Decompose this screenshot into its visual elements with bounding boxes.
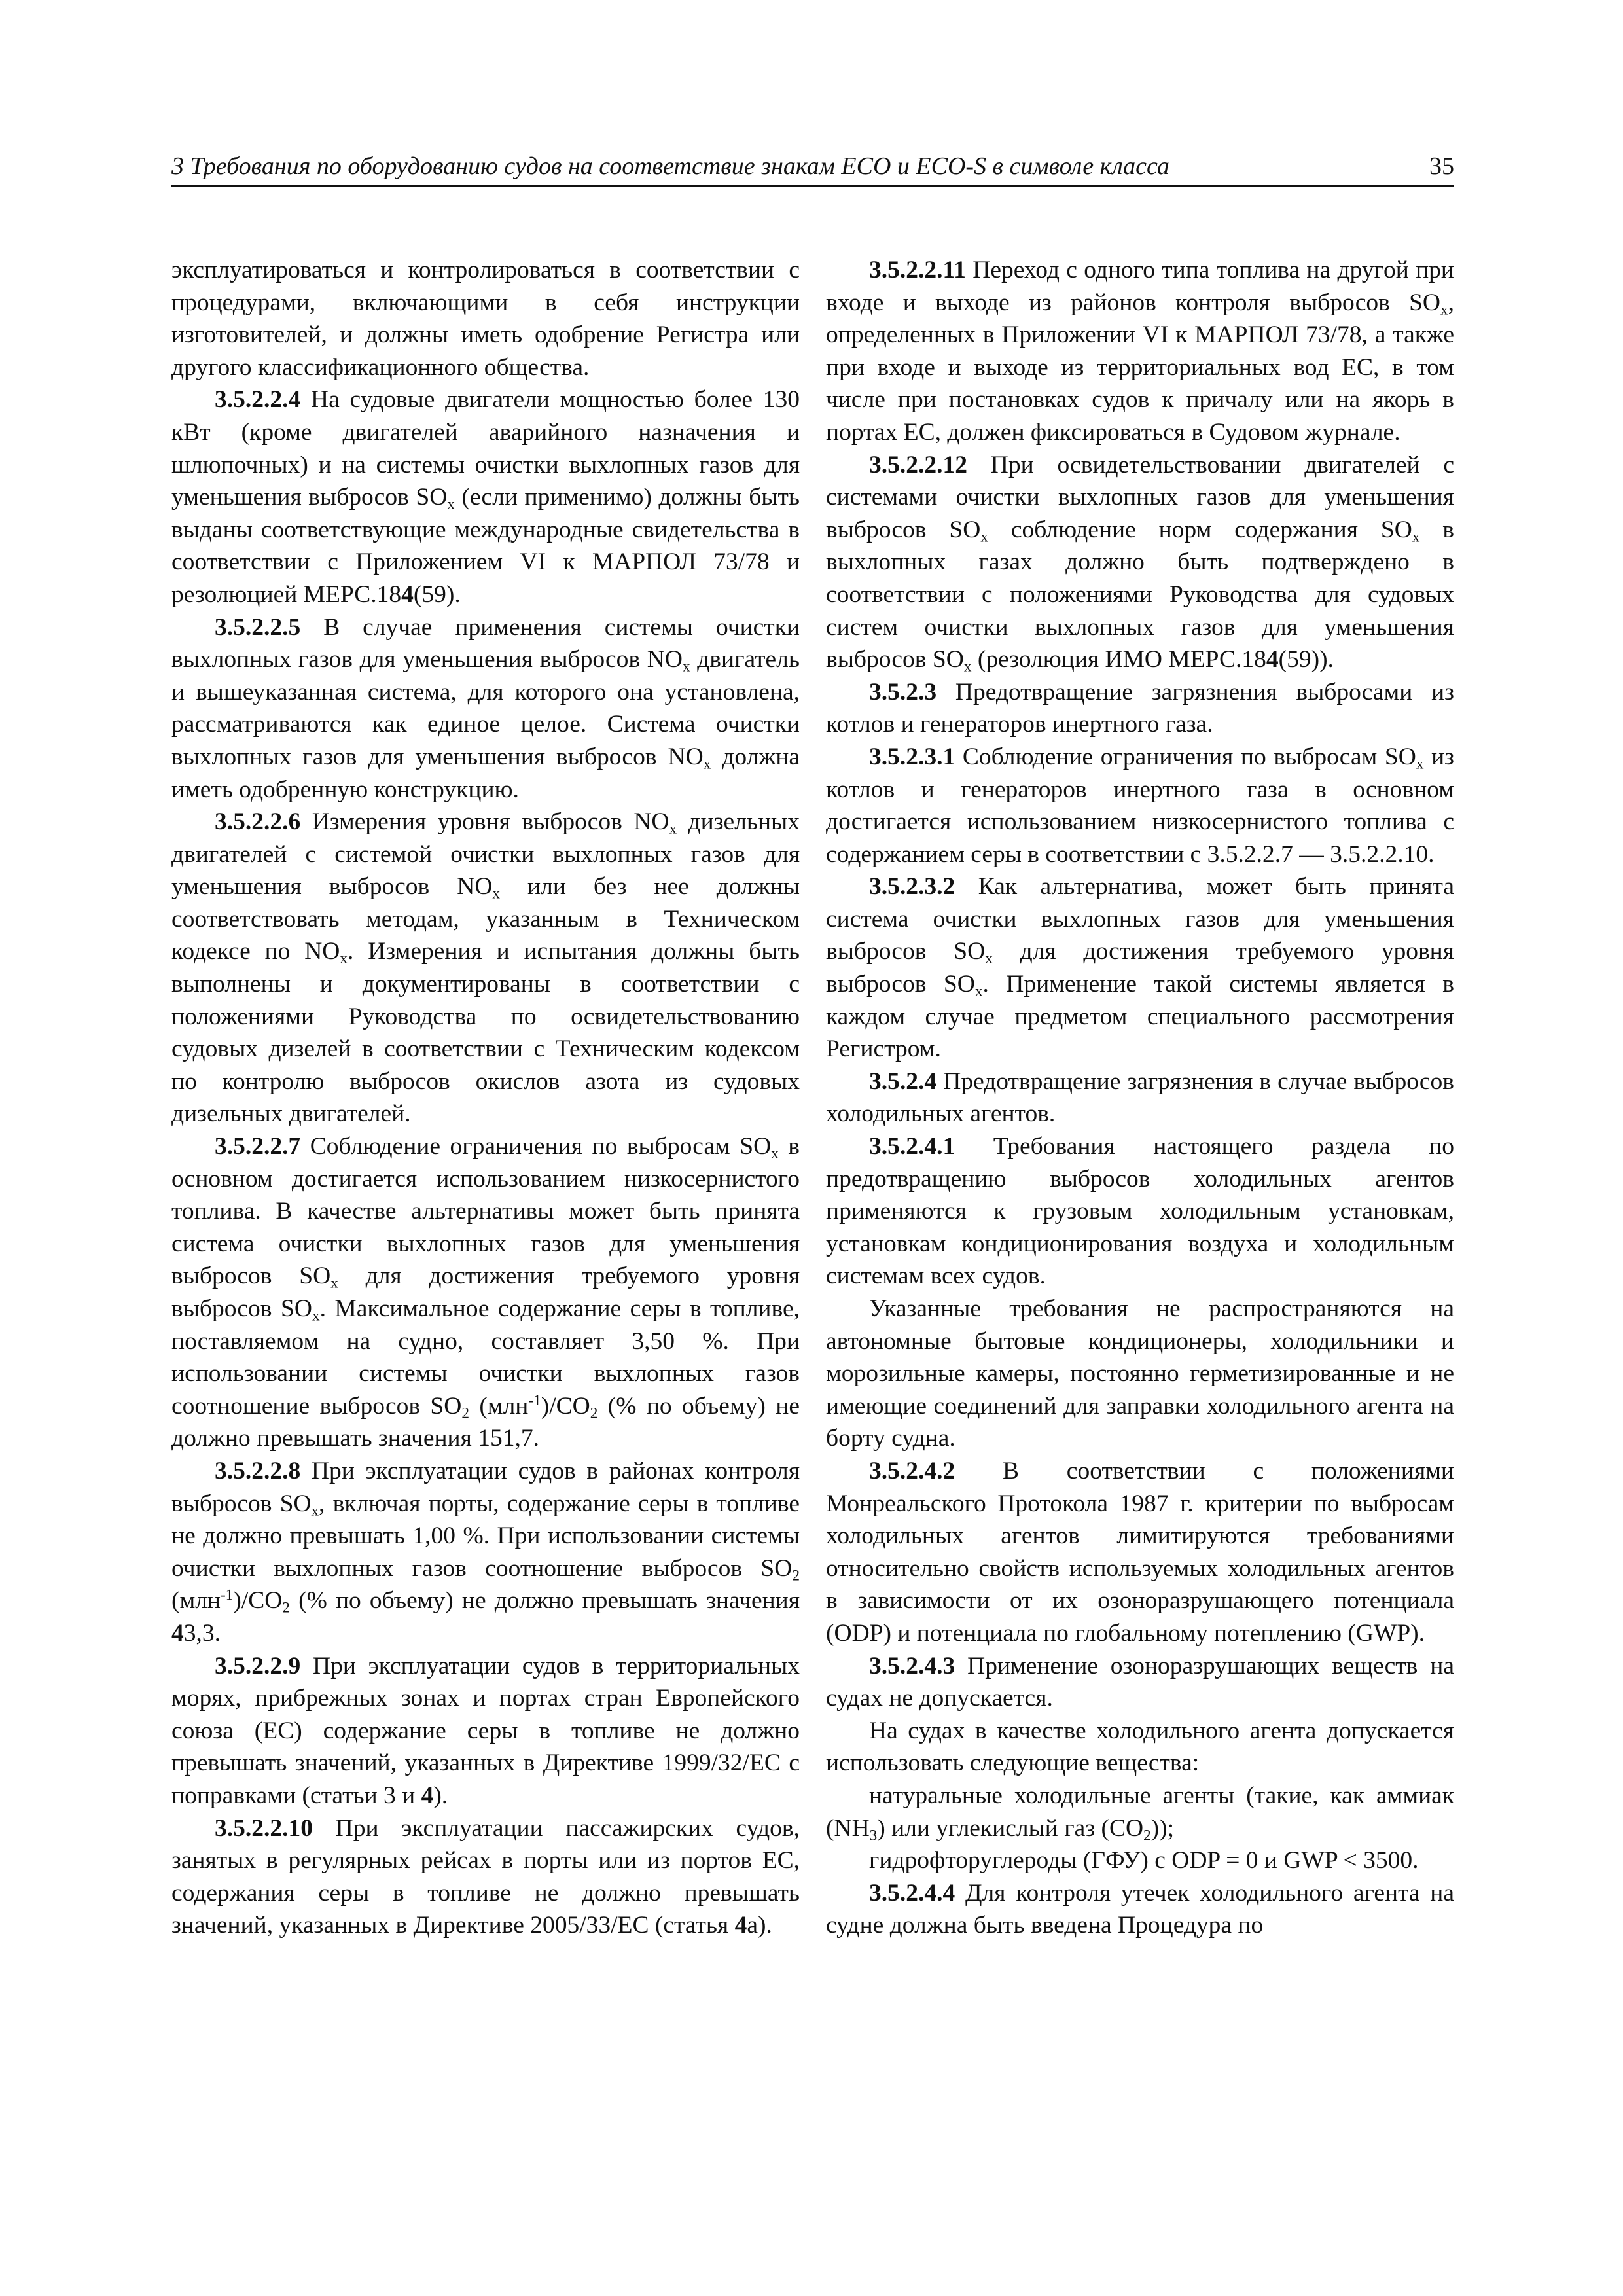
paragraph: натуральные холодильные агенты (такие, как аммиак $(NH_3)$ или углекислый газ $(CO_2)$); xyxy=(826,1782,1454,1844)
paragraph: 3.5.2.2.5 В случае применения системы очистки выхлопных газов для уменьшения выбросов $NO_x$ двигатель и вышеуказанная система, для которого она установлена, рассматриваются как единое целое. Система очистки выхлопных газов для уменьшения выбросов $NO_x$ должна иметь одобренную конструкцию. xyxy=(171,613,800,803)
paragraph: эксплуатироваться и контролироваться в соответствии с процедурами, включающими в себя инструкции изготовителей, и должны иметь одобрение Регистра или другого классификационного общества. xyxy=(171,257,800,381)
paragraph: 3.5.2.3.2 Как альтернатива, может быть принята система очистки выхлопных газов для уменьшения выбросов $SO_x$ для достижения требуемого уровня выбросов $SO_x$. Применение такой системы является в каждом случае предметом специального рассмотрения Регистром. xyxy=(826,873,1455,1063)
clause-number: 3.5.2.2.4 xyxy=(215,386,301,414)
paragraph: гидрофторуглероды (ГФУ) с ODP = 0 и GWP < 3500. xyxy=(869,1847,1419,1874)
paragraph: 3.5.2.4 Предотвращение загрязнения в случае выбросов холодильных агентов. xyxy=(826,1067,1454,1128)
clause-number: 3.5.2.4.4 xyxy=(869,1879,955,1907)
clause-number: 3.5.2.2.5 xyxy=(215,613,301,641)
paragraph: 3.5.2.4.3 Применение озоноразрушающих веществ на судах не допускается. xyxy=(826,1652,1454,1712)
paragraph: 3.5.2.3.1 Соблюдение ограничения по выбросам $SO_x$ из котлов и генераторов инертного газа в основном достигается использованием низкосернистого топлива с содержанием серы в соответствии с 3.5.2.2.7 — 3.5.2.2.10. xyxy=(826,743,1454,868)
paragraph: 3.5.2.3 Предотвращение загрязнения выбросами из котлов и генераторов инертного газа. xyxy=(826,678,1454,738)
header-title: 3 Требования по оборудованию судов на соответствие знакам ECO и ECO-S в символе класса xyxy=(171,152,1169,180)
clause-number: 3.5.2.2.9 xyxy=(215,1652,301,1679)
paragraph: 3.5.2.2.10 При эксплуатации пассажирских судов, занятых в регулярных рейсах в порты или из портов ЕС, содержания серы в топливе не должно превышать значений, указанных в Директиве 2005/33/ЕС (статья 4а). xyxy=(171,1814,800,1939)
clause-number: 3.5.2.2.8 xyxy=(215,1457,301,1484)
paragraph: 3.5.2.2.11 Переход с одного типа топлива на другой при входе и выходе из районов контроля выбросов $SO_x$, определенных в Приложении VI к МАРПОЛ 73/78, а также при входе и выходе из территориальных вод ЕС, в том числе при постановках судов к причалу или на якорь в портах ЕС, должен фиксироваться в Судовом журнале. xyxy=(826,257,1454,446)
left-column xyxy=(171,254,800,1942)
clause-number: 3.5.2.3.2 xyxy=(869,873,955,901)
clause-number: 3.5.2.2.12 xyxy=(869,451,967,478)
paragraph: 3.5.2.2.9 При эксплуатации судов в территориальных морях, прибрежных зонах и портах стран Европейского союза (ЕС) содержание серы в топливе не должно превышать значений, указанных в Директиве 1999/32/ЕС с поправками (статьи 3 и 4). xyxy=(171,1652,800,1809)
paragraph: Указанные требования не распространяются на автономные бытовые кондиционеры, холодильники и морозильные камеры, постоянно герметизированные и не имеющие соединений для заправки холодильного агента на борту судна. xyxy=(826,1295,1454,1452)
paragraph: 3.5.2.2.12 При освидетельствовании двигателей с системами очистки выхлопных газов для уменьшения выбросов $SO_x$ соблюдение норм содержания $SO_x$ в выхлопных газах должно быть подтверждено в соответствии с положениями Руководства для судовых систем очистки выхлопных газов для уменьшения выбросов $SO_x$ (резолюция ИМО МЕРС.184(59)). xyxy=(826,451,1454,675)
clause-number: 3.5.2.2.7 xyxy=(215,1133,301,1160)
clause-number: 3.5.2.4.3 xyxy=(869,1652,955,1679)
right-column xyxy=(826,254,1454,1942)
clause-number: 3.5.2.2.11 xyxy=(869,257,966,283)
page-number: 35 xyxy=(1429,152,1454,180)
running-header xyxy=(171,143,1454,187)
clause-number: 3.5.2.3 xyxy=(869,678,937,706)
paragraph: 3.5.2.2.4 На судовые двигатели мощностью более 130 кВт (кроме двигателей аварийного назначения и шлюпочных) и на системы очистки выхлопных газов для уменьшения выбросов $SO_x$ (если применимо) должны быть выданы соответствующие международные свидетельства в соответствии с Приложением VI к МАРПОЛ 73/78 и резолюцией МЕРС.184(59). xyxy=(171,386,800,608)
clause-number: 3.5.2.4.2 xyxy=(869,1457,955,1484)
paragraph: 3.5.2.2.7 Соблюдение ограничения по выбросам $SO_x$ в основном достигается использованием низкосернистого топлива. В качестве альтернативы может быть принята система очистки выхлопных газов для уменьшения выбросов $SO_x$ для достижения требуемого уровня выбросов $SO_x$. Максимальное содержание серы в топливе, поставляемом на судно, составляет 3,50 %. При использовании системы очистки выхлопных газов соотношение выбросов $SO_2$ $(млн^{-1})/CO_2$ (% по объему) не должно превышать значения 151,7. xyxy=(171,1133,800,1452)
clause-number: 3.5.2.4 xyxy=(869,1067,937,1095)
clause-number: 3.5.2.2.6 xyxy=(215,808,301,836)
clause-number: 3.5.2.2.10 xyxy=(215,1814,313,1842)
paragraph: 3.5.2.4.1 Требования настоящего раздела по предотвращению выбросов холодильных агентов применяются к грузовым холодильным установкам, установкам кондиционирования воздуха и холодильным системам всех судов. xyxy=(826,1133,1454,1290)
paragraph: На судах в качестве холодильного агента допускается использовать следующие вещества: xyxy=(826,1717,1454,1777)
paragraph: 3.5.2.4.4 Для контроля утечек холодильного агента на судне должна быть введена Процедура по xyxy=(826,1879,1454,1939)
paragraph: 3.5.2.4.2 В соответствии с положениями Монреальского Протокола 1987 г. критерии по выбросам холодильных агентов лимитируются требованиями относительно свойств используемых холодильных агентов в зависимости от их озоноразрушающего потенциала (ODP) и потенциала по глобальному потеплению (GWP). xyxy=(826,1457,1454,1647)
clause-number: 3.5.2.3.1 xyxy=(869,743,955,770)
clause-number: 3.5.2.4.1 xyxy=(869,1133,955,1160)
paragraph: 3.5.2.2.8 При эксплуатации судов в районах контроля выбросов $SO_x$, включая порты, содержание серы в топливе не должно превышать 1,00 %. При использовании системы очистки выхлопных газов соотношение выбросов $SO_2$ $(млн^{-1})/CO_2$ (% по объему) не должно превышать значения 43,3. xyxy=(171,1457,800,1647)
paragraph: 3.5.2.2.6 Измерения уровня выбросов $NO_x$ дизельных двигателей с системой очистки выхлопных газов для уменьшения выбросов $NO_x$ или без нее должны соответствовать методам, указанным в Техническом кодексе по $NO_x$. Измерения и испытания должны быть выполнены и документированы в соответствии с положениями Руководства по освидетельствованию судовых дизелей в соответствии с Техническим кодексом по контролю выбросов окислов азота из судовых дизельных двигателей. xyxy=(171,808,800,1128)
